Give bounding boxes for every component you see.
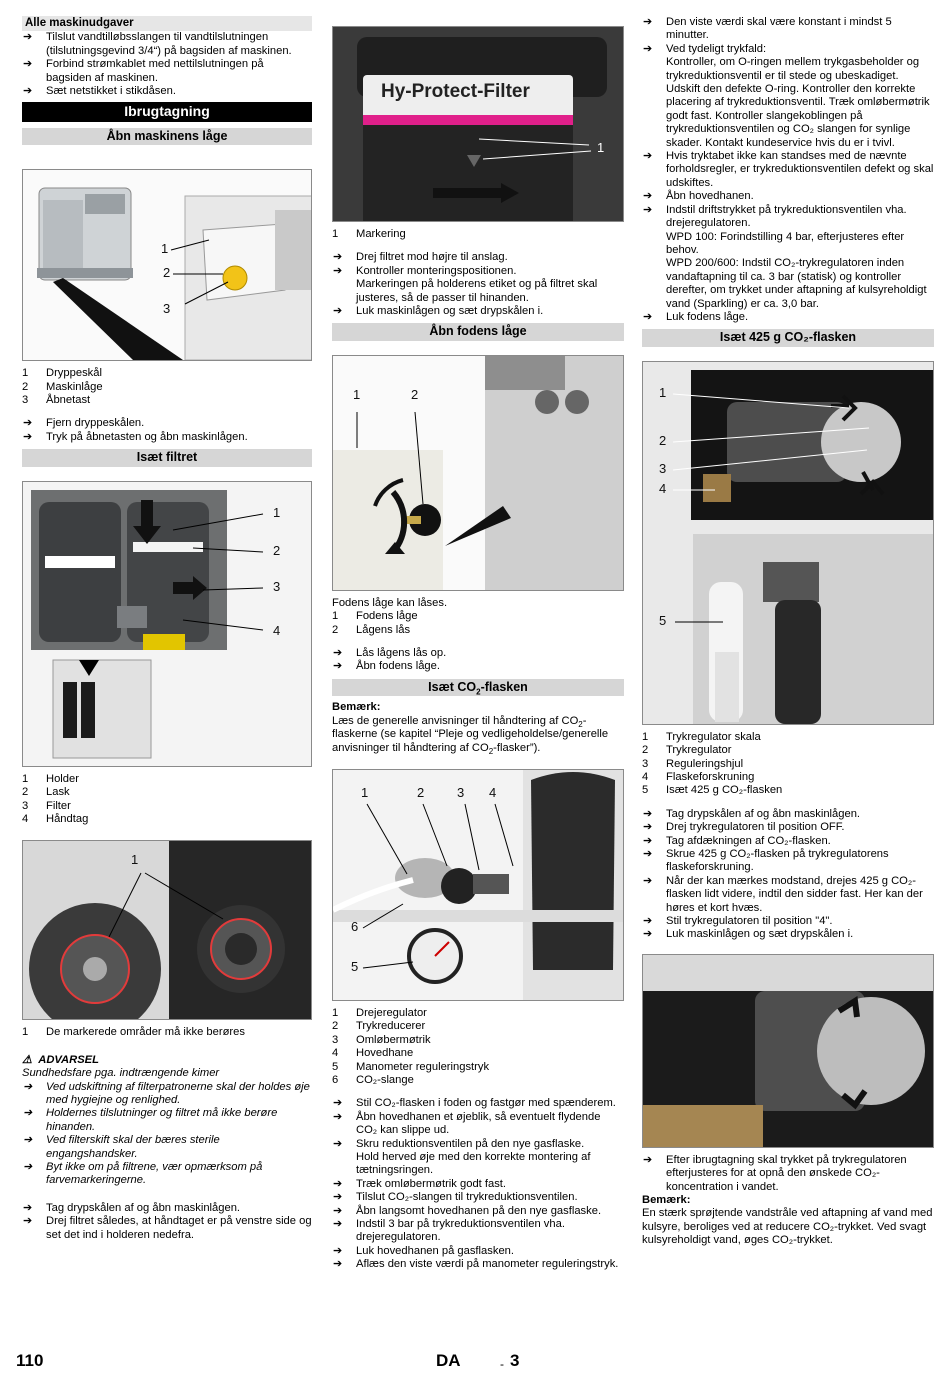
co2-title-a: Isæt CO [428, 679, 477, 694]
note-part: Læs de generelle anvisninger til håndtering af CO [332, 714, 579, 727]
note-title: Bemærk: [332, 701, 381, 714]
legend-text: Trykreducerer [356, 1020, 426, 1033]
figure-425g-bottle [642, 361, 934, 725]
legend-item [22, 813, 312, 826]
step: ➔ Når der kan mærkes modstand, drejes 425 g CO₂-flasken lidt videre, indtil den sidder fast. Her kan der høres et kort hvæs. [642, 875, 934, 915]
figure-filter-contact-areas [22, 840, 312, 1020]
section-title-ibrugtagning: Ibrugtagning [22, 102, 312, 121]
legend-item [332, 610, 624, 623]
hy-protect-filter-illustration [333, 27, 624, 221]
legend-item [332, 1034, 624, 1047]
figure-label: 3 [273, 578, 281, 594]
legend-text: CO₂-slange [356, 1073, 414, 1086]
figure-label: 1 [161, 241, 169, 257]
legend-item [332, 1061, 624, 1074]
legend-text: Flaskeforskruning [666, 770, 755, 783]
legend-item [642, 784, 934, 797]
step: ➔ Luk maskinlågen og sæt drypskålen i. [642, 928, 934, 941]
figure-label: 2 [411, 386, 419, 402]
co2-regulator-illustration [333, 770, 624, 1000]
subheading-insert-filter: Isæt filtret [22, 449, 312, 466]
step: ➔ Forbind strømkablet med nettilslutningen på bagsiden af maskinen. [22, 58, 312, 85]
figure-label: 3 [457, 784, 465, 800]
legend-item [642, 771, 934, 784]
note-sub: 2 [578, 719, 583, 729]
legend-number: 1 [22, 772, 29, 785]
step: ➔ Indstil driftstrykket på trykreduktionsventilen vha. drejeregulatoren. [642, 204, 934, 231]
step-note: Markeringen på holderens etiket og på filtret skal justeres, så de passer til hinanden. [356, 278, 598, 304]
regulator-dial-illustration [643, 955, 934, 1147]
step: ➔ Hvis tryktabet ikke kan standses med de nævnte forholdsregler, er trykreduktionsventilen defekt og skal udskiftes. [642, 150, 934, 190]
legend-text: Isæt 425 g CO₂-flasken [666, 784, 783, 797]
wpd200-text: WPD 200/600: Indstil CO₂-trykregulatoren inden vandaftapning til ca. 3 bar (statisk) og kontroller derefter, om trykket under aftapning af kulsyreholdigt vand (Sparkling) er ca. 3,0 bar. [666, 257, 927, 310]
step: ➔ Tilslut CO₂-slangen til trykreduktionsventilen. [332, 1191, 624, 1204]
legend-item [332, 1047, 624, 1060]
step: ➔ Træk omløbermøtrik godt fast. [332, 1178, 624, 1191]
figure-label: 3 [659, 460, 667, 476]
note-text [332, 715, 624, 755]
step: ➔ Indstil 3 bar på trykreduktionsventilen vha. drejeregulatoren. [332, 1218, 624, 1245]
step: ➔ Drej filtret mod højre til anslag. [332, 251, 624, 264]
legend-text: Manometer reguleringstryk [356, 1060, 490, 1073]
step: ➔ Drej filtret således, at håndtaget er på venstre side og set det ind i holderen nedefra. [22, 1215, 312, 1242]
step: ➔ Stil CO₂-flasken i foden og fastgør med spænderem. [332, 1097, 624, 1110]
step: ➔ Sæt netstikket i stikdåsen. [22, 85, 312, 98]
legend-text: Maskinlåge [46, 380, 103, 393]
legend-text: Markering [356, 228, 406, 240]
figure-label: 1 [659, 384, 667, 400]
step-note: Hold herved øje med den korrekte montering af tætningsringen. [356, 1150, 591, 1177]
co2-title-b: -flasken [480, 679, 528, 694]
warning-heading [22, 1054, 312, 1067]
figure-label: 3 [163, 301, 171, 317]
footer-dash: - [500, 1357, 504, 1371]
figure-label: 1 [361, 784, 369, 800]
legend-item [642, 758, 934, 771]
warning-step: ➔ Ved filterskift skal der bæres sterile engangshandsker. [22, 1134, 312, 1161]
step: ➔ Åbn hovedhanen. [642, 190, 934, 203]
legend-number: 2 [22, 380, 29, 393]
warning-title: ADVARSEL [38, 1053, 99, 1066]
column-3 [642, 16, 934, 1248]
foot-door-lock-illustration [333, 356, 624, 590]
legend-number: 3 [22, 799, 29, 812]
legend-number: 3 [642, 757, 649, 770]
legend-item [332, 1020, 624, 1033]
legend-text: Filter [46, 799, 71, 812]
step: ➔ Lås lågens lås op. [332, 647, 624, 660]
foot-door-text: Fodens låge kan låses. [332, 596, 448, 609]
legend-number: 3 [22, 394, 29, 407]
wpd100-text: WPD 100: Forindstilling 4 bar, efterjusteres efter behov. [666, 230, 905, 256]
legend-number: 5 [332, 1060, 339, 1073]
legend-item [332, 624, 624, 637]
warning-step: ➔ Ved udskiftning af filterpatronerne skal der holdes øje med hygiejne og renlighed. [22, 1081, 312, 1108]
legend-number: 1 [332, 1006, 339, 1019]
filter-holder-illustration [23, 482, 312, 766]
step: ➔ Tag drypskålen af og åbn maskinlågen. [22, 1202, 312, 1215]
legend-item [22, 1026, 312, 1039]
figure-filter-marking [332, 26, 624, 222]
note-title: Bemærk: [642, 1194, 691, 1207]
legend-item [22, 381, 312, 394]
legend-text: Håndtag [46, 812, 89, 825]
step: ➔ Fjern dryppeskålen. [22, 417, 312, 430]
step: ➔ Tag drypskålen af og åbn maskinlågen. [642, 808, 934, 821]
legend-number: 2 [332, 623, 339, 636]
filter-seal-illustration [23, 841, 312, 1019]
figure-label: 5 [351, 958, 359, 974]
figure-co2-valve [332, 769, 624, 1001]
legend-item [22, 394, 312, 407]
legend-number: 1 [332, 228, 339, 240]
step: ➔ Luk fodens låge. [642, 311, 934, 324]
column-2 [332, 16, 624, 1272]
legend-number: 1 [642, 730, 649, 743]
legend-text: Dryppeskål [46, 367, 102, 380]
figure-label: 2 [417, 784, 425, 800]
legend-number: 2 [22, 786, 29, 799]
legend-item [642, 744, 934, 757]
figure-label: 1 [273, 504, 281, 520]
figure-label: 1 [353, 386, 361, 402]
legend-number: 1 [22, 1026, 29, 1039]
legend-number: 1 [332, 610, 339, 623]
step: ➔ Kontroller monteringspositionen. [332, 265, 624, 278]
step: ➔ Luk maskinlågen og sæt drypskålen i. [332, 305, 624, 318]
step: ➔ Ved tydeligt trykfald: [642, 43, 934, 56]
note-part: -flaskerne (se kapitel “Pleje og vedligeholdelse/generelle anvisninger til håndtering af CO [332, 714, 609, 754]
figure-label: 5 [659, 612, 667, 628]
legend-text: Hovedhane [356, 1047, 414, 1060]
pressure-drop-text: Kontroller, om O-ringen mellem trykgasbeholder og trykreduktionsventil er til stede og ubeskadiget. Udskift den defekte O-ring. Kontroller den korrekte placering af trykreduktionsventil. Træk omløbermøtrik godt fast. Kontroller slangekoblingen på trykreduktionsventilen og CO₂ slangen for synlige skader. Kontakt kundeservice hvis du er i tvivl. [666, 56, 930, 149]
legend-number: 2 [332, 1020, 339, 1033]
legend-text: Trykregulator [666, 744, 732, 757]
legend-item [332, 1007, 624, 1020]
legend-number: 4 [332, 1047, 339, 1060]
legend-item [22, 367, 312, 380]
legend-item [22, 786, 312, 799]
step: ➔ Åbn hovedhanen et øjeblik, så eventuelt flydende CO₂ kan slippe ud. [332, 1111, 624, 1138]
pressure-regulator-illustration [643, 362, 934, 724]
figure-foot-door [332, 355, 624, 591]
step: ➔ Tilslut vandtilløbsslangen til vandtilslutningen (tilslutningsgevind 3/4“) på bagsiden af maskinen. [22, 31, 312, 58]
co2-title-sub: 2 [476, 687, 481, 697]
step: ➔ Luk hovedhanen på gasflasken. [332, 1245, 624, 1258]
language-code: DA [436, 1351, 461, 1370]
step: ➔ Åbn langsomt hovedhanen på den nye gasflaske. [332, 1205, 624, 1218]
step: ➔ Aflæs den viste værdi på manometer reguleringstryk. [332, 1258, 624, 1271]
legend-number: 5 [642, 784, 649, 797]
subheading-insert-425g: Isæt 425 g CO₂-flasken [642, 329, 934, 346]
figure-machine-door [22, 169, 312, 361]
subheading-insert-co2 [332, 679, 624, 696]
step: ➔ Stil trykregulatoren til position "4". [642, 915, 934, 928]
step: ➔ Skru reduktionsventilen på den nye gasflaske. [332, 1138, 624, 1151]
note-text: En stærk sprøjtende vandstråle ved aftapning af vand med kulsyre, beroliges ved at reducere CO₂-trykket. Ved svagt kulsyreholdigt vand, øges CO₂-trykket. [642, 1207, 933, 1247]
legend-item [22, 773, 312, 786]
legend-text: Drejeregulator [356, 1006, 427, 1019]
figure-label: 1 [131, 852, 139, 868]
legend-text: Trykregulator skala [666, 730, 761, 743]
page-number: 110 [16, 1351, 44, 1370]
step: ➔ Den viste værdi skal være konstant i mindst 5 minutter. [642, 16, 934, 43]
figure-insert-filter [22, 481, 312, 767]
figure-label: 4 [273, 622, 281, 638]
filter-label-text: Hy-Protect-Filter [381, 81, 530, 102]
subheading-open-door: Åbn maskinens låge [22, 128, 312, 145]
figure-label: 4 [489, 784, 497, 800]
legend-item [642, 731, 934, 744]
legend-text: De markerede områder må ikke berøres [46, 1026, 245, 1039]
warning-subtitle: Sundhedsfare pga. indtrængende kimer [22, 1067, 220, 1080]
warning-step: ➔ Byt ikke om på filtrene, vær opmærksom på farvemarkeringerne. [22, 1161, 312, 1188]
warning-step: ➔ Holdernes tilslutninger og filtret må ikke berøre hinanden. [22, 1107, 312, 1134]
note-part: -flasker”). [493, 741, 541, 754]
legend-number: 3 [332, 1033, 339, 1046]
legend-text: Fodens låge [356, 610, 418, 623]
figure-label: 1 [597, 140, 605, 155]
legend-item [332, 228, 624, 241]
legend-text: Reguleringshjul [666, 757, 744, 770]
step: ➔ Åbn fodens låge. [332, 660, 624, 673]
figure-label: 2 [659, 432, 667, 448]
subheading-open-foot-door: Åbn fodens låge [332, 323, 624, 340]
legend-number: 4 [22, 812, 29, 825]
legend-text: Åbnetast [46, 394, 91, 407]
legend-number: 6 [332, 1073, 339, 1086]
all-models-heading: Alle maskinudgaver [22, 16, 312, 31]
legend-text: Lågens lås [356, 623, 411, 636]
note-sub: 2 [488, 746, 494, 756]
figure-label: 2 [163, 265, 171, 281]
legend-item [22, 800, 312, 813]
warning-icon: ⚠ [22, 1053, 33, 1066]
figure-regulator-dial [642, 954, 934, 1148]
legend-text: Holder [46, 772, 79, 785]
legend-item [332, 1074, 624, 1087]
legend-number: 2 [642, 744, 649, 757]
step: ➔ Tryk på åbnetasten og åbn maskinlågen. [22, 431, 312, 444]
legend-text: Omløbermøtrik [356, 1033, 431, 1046]
step: ➔ Drej trykregulatoren til position OFF. [642, 821, 934, 834]
figure-label: 4 [659, 480, 667, 496]
section-number: 3 [510, 1351, 520, 1370]
legend-number: 1 [22, 367, 29, 380]
figure-label: 6 [351, 918, 359, 934]
legend-text: Lask [46, 786, 70, 799]
step: ➔ Skrue 425 g CO₂-flasken på trykregulatorens flaskeforskruning. [642, 848, 934, 875]
column-1 [22, 16, 312, 1242]
figure-label: 2 [273, 542, 281, 558]
legend-number: 4 [642, 770, 649, 783]
step: ➔ Efter ibrugtagning skal trykket på trykregulatoren efterjusteres for at opnå den ønskede CO₂-koncentration i vandet. [642, 1154, 934, 1194]
step: ➔ Tag afdækningen af CO₂-flasken. [642, 835, 934, 848]
